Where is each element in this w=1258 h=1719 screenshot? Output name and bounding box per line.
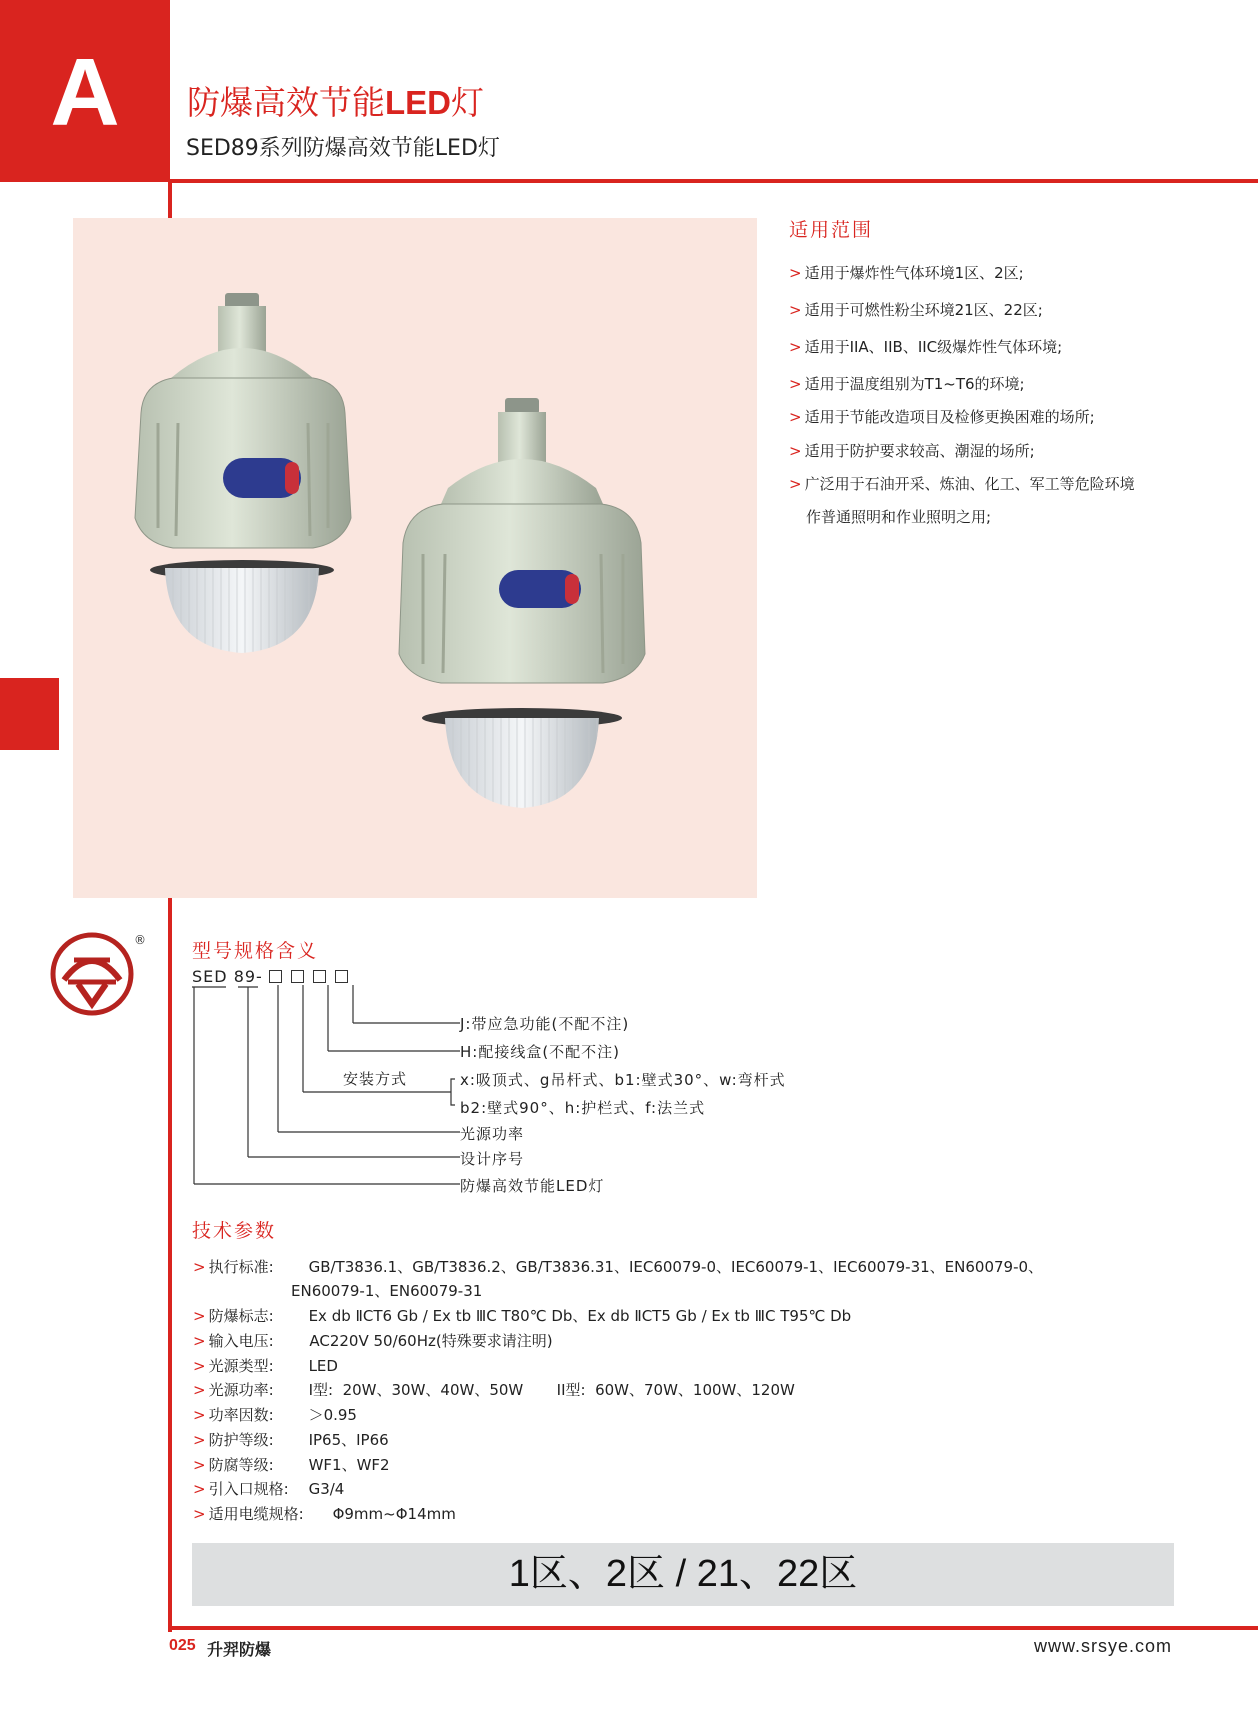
scope-item: > 适用于防护要求较高、潮湿的场所; [789,442,1035,460]
bullet-arrow-icon: > [193,1431,206,1449]
bullet-arrow-icon: > [193,1307,206,1325]
tech-row: > 防护等级: IP65、IP66 [193,1431,389,1449]
bullet-arrow-icon: > [789,301,802,319]
lamp-illustration [73,218,757,898]
company-logo [50,932,134,1016]
footer-brand: 升羿防爆 [207,1640,272,1659]
model-spec-title: 型号规格含义 [192,940,319,962]
bullet-arrow-icon: > [789,338,802,356]
desc-mount-options-2: b2:壁式90°、h:护栏式、f:法兰式 [460,1099,706,1117]
lamp-left [135,293,351,653]
bullet-arrow-icon: > [789,264,802,282]
code-dash: - [256,967,263,986]
footer-website-link[interactable]: www.srsye.com [1034,1636,1173,1656]
bullet-arrow-icon: > [193,1480,206,1498]
scope-item: > 适用于节能改造项目及检修更换困难的场所; [789,408,1095,426]
desc-emergency: J:带应急功能(不配不注) [460,1015,630,1033]
tech-row: > 执行标准: GB/T3836.1、GB/T3836.2、GB/T3836.31、IEC60079-0、IEC60079-1、IEC60079-31、EN60079-0、 [193,1258,1044,1276]
page-subtitle: SED89系列防爆高效节能LED灯 [186,136,500,161]
section-letter: A [50,39,120,146]
code-design: 89 [233,967,257,986]
bullet-arrow-icon: > [789,475,802,493]
desc-junction-box: H:配接线盒(不配不注) [460,1043,621,1061]
header-rule [168,179,1258,183]
bullet-arrow-icon: > [789,408,802,426]
tech-row: > 防爆标志: Ex db ⅡCT6 Gb / Ex tb ⅢC T80℃ Db、Ex db ⅡCT5 Gb / Ex tb ⅢC T95℃ Db [193,1307,852,1325]
registered-mark: ® [134,933,146,947]
bullet-arrow-icon: > [193,1505,206,1523]
lamp-right [399,398,645,808]
scope-title: 适用范围 [789,219,874,241]
scope-item: > 适用于爆炸性气体环境1区、2区; [789,264,1024,282]
model-code-tree-lines [160,975,460,1195]
bullet-arrow-icon: > [789,375,802,393]
scope-item: > 适用于温度组别为T1~T6的环境; [789,375,1025,393]
bullet-arrow-icon: > [789,442,802,460]
bullet-arrow-icon: > [193,1456,206,1474]
tech-row: >输入电压: AC220V 50/60Hz(特殊要求请注明) [193,1332,553,1350]
product-photo [73,218,757,898]
footer-rule [168,1626,1258,1630]
tech-row: > 光源功率: I型: 20W、30W、40W、50W II型: 60W、70W、100W、120W [193,1381,795,1399]
bullet-arrow-icon: > [193,1332,206,1350]
desc-light-power: 光源功率 [460,1125,525,1143]
desc-mount-options-1: x:吸顶式、g吊杆式、b1:壁式30°、w:弯杆式 [460,1071,786,1089]
desc-mount-label: 安装方式 [343,1070,408,1088]
page-number: 025 [169,1637,196,1654]
tech-row: > 适用电缆规格: Φ9mm~Φ14mm [193,1505,456,1523]
tech-row: > 引入口规格: G3/4 [193,1480,345,1498]
bullet-arrow-icon: > [193,1357,206,1375]
scope-item: > 广泛用于石油开采、炼油、化工、军工等危险环境 [789,475,1135,493]
side-tab-marker [0,678,59,750]
tech-row: > 防腐等级: WF1、WF2 [193,1456,390,1474]
scope-item: > 适用于可燃性粉尘环境21区、22区; [789,301,1043,319]
page-title: 防爆高效节能LED灯 [187,83,484,122]
bullet-arrow-icon: > [193,1258,206,1276]
desc-design-seq: 设计序号 [460,1150,525,1168]
tech-row: > 功率因数: ＞0.95 [193,1406,357,1424]
tech-row-continuation: EN60079-1、EN60079-31 [291,1282,483,1300]
zone-banner: 1区、2区 / 21、22区 [192,1543,1174,1606]
tech-params-title: 技术参数 [192,1220,277,1242]
tech-row: > 光源类型: LED [193,1357,338,1375]
scope-item: > 适用于IIA、IIB、IIC级爆炸性气体环境; [789,338,1063,356]
bullet-arrow-icon: > [193,1406,206,1424]
code-series: SED [192,967,228,986]
bullet-arrow-icon: > [193,1381,206,1399]
desc-product-name: 防爆高效节能LED灯 [460,1177,605,1195]
scope-item-continuation: 作普通照明和作业照明之用; [806,508,992,526]
